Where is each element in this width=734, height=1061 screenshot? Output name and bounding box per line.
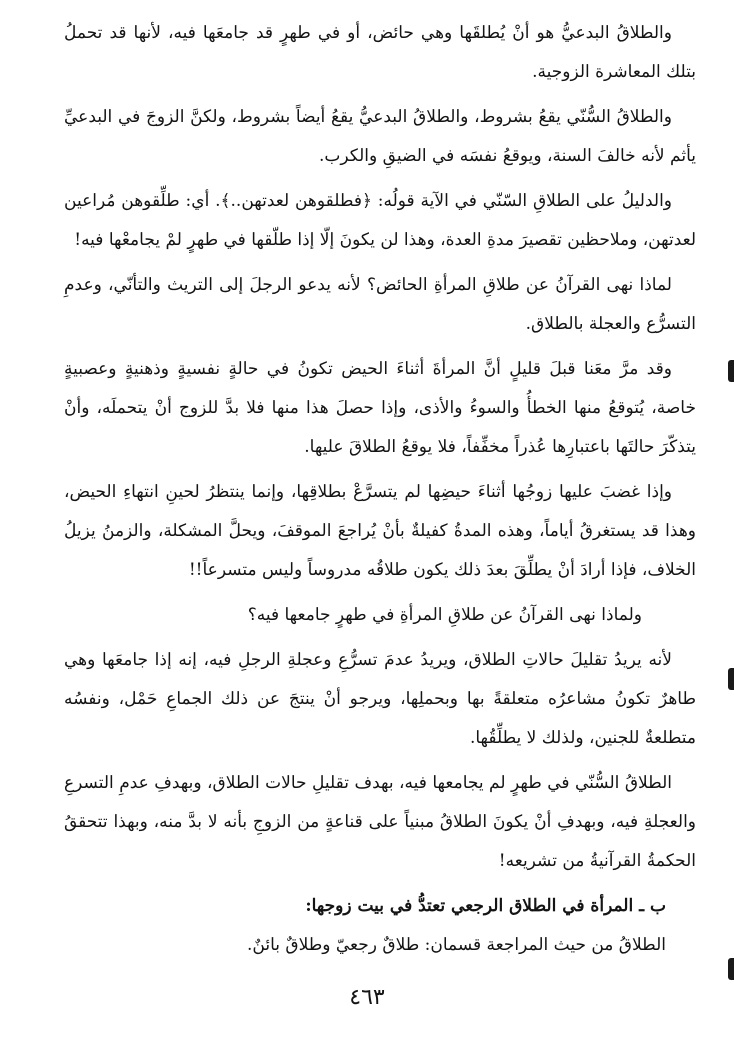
paragraph-answer: لأنه يريدُ تقليلَ حالاتِ الطلاق، ويريدُ عدمَ تسرُّعِ وعجلةِ الرجلِ فيه، إنه إذا جامعَها وهي طاهرٌ تكونُ مشاعرُه متعلقةً بها وبحملِها، ويرجو أنْ ينتجَ عن ذلك الجماعِ حَمْل، ونفسُه متطلعةٌ للجنين، ولذلك لا يطلِّقُها.	[64, 650, 696, 748]
paragraph-conditions: والطلاقُ السُّنّي يقعُ بشروط، والطلاقُ البدعيُّ يقعُ أيضاً بشروط، ولكنَّ الزوجَ في البدعيِّ يأثم لأنه خالفَ السنة، ويوقعُ نفسَه في الضيقِ والكرب.	[64, 107, 696, 166]
edge-mark	[728, 958, 734, 980]
paragraph-question: ولماذا نهى القرآنُ عن طلاقِ المرأةِ في طهرٍ جامعها فيه؟	[247, 605, 642, 625]
page-number: ٤٦٣	[349, 985, 385, 1010]
paragraph-waiting: وإذا غضبَ عليها زوجُها أثناءَ حيضِها لم يتسرَّعْ بطلاقِها، وإنما ينتظرُ لحينِ انتهاءِ الحيض، وهذا قد يستغرقُ أياماً، وهذه المدةُ كفيلةٌ بأنْ يُراجعَ الموقفَ، ويحلَّ المشكلة، والزمنُ يزيلُ الخلاف، فإذا أرادَ أنْ يطلِّقَ بعدَ ذلك يكون طلاقُه مدروساً وليس متسرعاً!!	[64, 482, 696, 580]
paragraph-evidence: والدليلُ على الطلاقِ السّنّي في الآية قولُه: ﴿فطلقوهن لعدتهن..﴾. أي: طلِّقوهن مُراعين لعدتهن، وملاحظين تقصيرَ مدةِ العدة، وهذا لن يكونَ إلّا إذا طلّقها في طهرٍ لمْ يجامعْها فيه!	[64, 191, 696, 250]
page-body	[64, 14, 696, 965]
section-heading: ب ـ المرأة في الطلاق الرجعي تعتدُّ في بيت زوجها:	[305, 896, 666, 916]
section-text: الطلاقُ من حيث المراجعة قسمان: طلاقٌ رجعيّ وطلاقٌ بائنٌ.	[247, 935, 666, 955]
paragraph-bidi-talaq: والطلاقُ البدعيُّ هو أنْ يُطلقَها وهي حائض، أو في طهرٍ قد جامعَها فيه، لأنها قد تحملُ بتلك المعاشرة الزوجية.	[64, 23, 696, 82]
edge-mark	[728, 668, 734, 690]
paragraph-summary: الطلاقُ السُّنّي في طهرٍ لم يجامعها فيه، بهدف تقليلِ حالات الطلاق، وبهدفِ عدمِ التسرعِ والعجلةِ فيه، وبهدفِ أنْ يكونَ الطلاقُ مبنياً على قناعةٍ من الزوجِ بأنه لا بدَّ منه، وبهذا تتحققُ الحكمةُ القرآنيةُ من تشريعه!	[64, 773, 696, 871]
paragraph-menstruation-question: لماذا نهى القرآنُ عن طلاقِ المرأةِ الحائض؟ لأنه يدعو الرجلَ إلى التريث والتأنّي، وعدمِ التسرُّع والعجلة بالطلاق.	[64, 275, 696, 334]
paragraph-psychological-state: وقد مرَّ معَنا قبلَ قليلٍ أنَّ المرأةَ أثناءَ الحيض تكونُ في حالةٍ نفسيةٍ وذهنيةٍ وعصبيةٍ خاصة، يُتوقعُ منها الخطأُ والسوءُ والأذى، وإذا حصلَ هذا منها فلا بدَّ للزوج أنْ يتحملَه، وأنْ يتذكّرَ حالتَها باعتبارِها عُذراً مخفِّفاً، فلا يوقعُ الطلاقَ عليها.	[64, 359, 696, 457]
edge-mark	[728, 360, 734, 382]
